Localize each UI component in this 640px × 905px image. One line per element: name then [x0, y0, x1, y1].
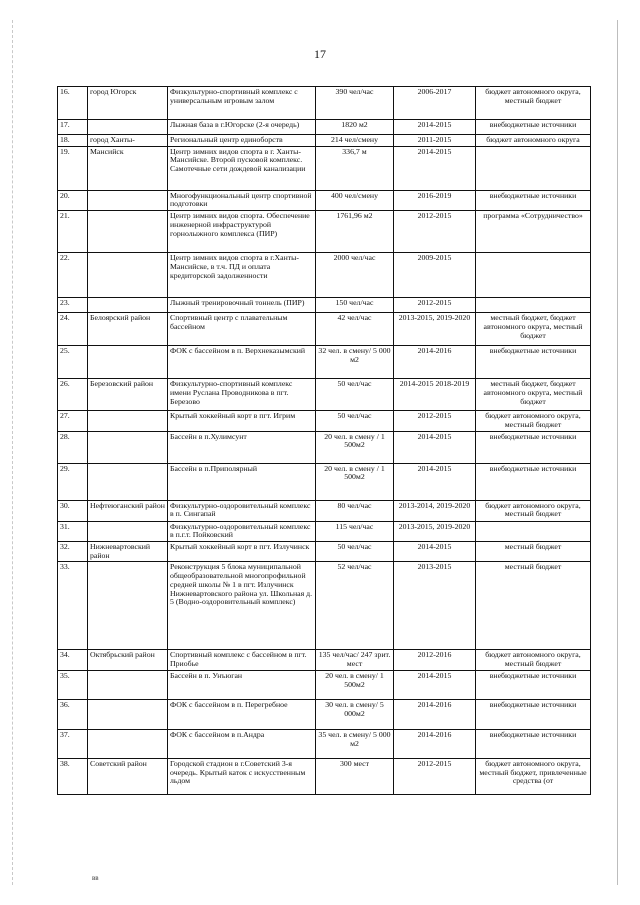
table-row — [58, 346, 591, 379]
row-period: 2012-2016 — [394, 650, 476, 670]
table-row — [58, 463, 591, 500]
row-number: 16. — [58, 87, 88, 120]
row-capacity: 1820 м2 — [316, 120, 394, 135]
row-object-name: Крытый хоккейный корт в пгт. Излучинск — [168, 542, 316, 562]
row-period: 2013-2014, 2019-2020 — [394, 500, 476, 521]
row-municipality: Советский район — [88, 758, 168, 794]
row-municipality: Нижневартовский район — [88, 542, 168, 562]
row-object-name: Центр зимних видов спорта в г. Ханты-Мансийске. Второй пусковой комплекс. Самотечные сети дождевой канализации — [168, 146, 316, 190]
row-funding-source: бюджет автономного округа, местный бюджет — [476, 411, 591, 431]
row-object-name: Бассейн в п.Приполярный — [168, 463, 316, 500]
row-municipality — [88, 411, 168, 431]
row-capacity: 35 чел. в смену/ 5 000 м2 — [316, 729, 394, 758]
row-period: 2011-2015 — [394, 135, 476, 147]
row-funding-source — [476, 521, 591, 541]
row-funding-source: местный бюджет — [476, 562, 591, 650]
footer-mark: вв — [92, 874, 99, 882]
row-funding-source: бюджет автономного округа — [476, 135, 591, 147]
table-row — [58, 313, 591, 346]
row-municipality: Белоярский район — [88, 313, 168, 346]
row-number: 28. — [58, 431, 88, 463]
row-capacity: 336,7 м — [316, 146, 394, 190]
table-row — [58, 253, 591, 298]
row-capacity: 135 чел/час/ 247 зрит. мест — [316, 650, 394, 670]
row-period: 2014-2015 — [394, 463, 476, 500]
row-object-name: ФОК с бассейном в п.Андра — [168, 729, 316, 758]
row-municipality — [88, 670, 168, 699]
row-funding-source: внебюджетные источники — [476, 120, 591, 135]
row-period: 2016-2019 — [394, 190, 476, 210]
row-number: 21. — [58, 211, 88, 253]
row-number: 30. — [58, 500, 88, 521]
row-period: 2012-2015 — [394, 211, 476, 253]
table-row — [58, 411, 591, 431]
row-funding-source: бюджет автономного округа, местный бюджет — [476, 650, 591, 670]
row-object-name: Физкультурно-оздоровительный комплекс в п.г.т. Пойковский — [168, 521, 316, 541]
row-municipality — [88, 190, 168, 210]
row-period: 2014-2015 — [394, 542, 476, 562]
row-capacity: 50 чел/час — [316, 379, 394, 411]
row-municipality — [88, 431, 168, 463]
row-capacity: 30 чел. в смену/ 5 000м2 — [316, 699, 394, 729]
row-capacity: 52 чел/час — [316, 562, 394, 650]
table-row — [58, 379, 591, 411]
page-number: 17 — [314, 47, 326, 61]
row-period: 2013-2015, 2019-2020 — [394, 313, 476, 346]
row-period: 2014-2015 — [394, 146, 476, 190]
row-object-name: Бассейн в п. Унъюган — [168, 670, 316, 699]
row-funding-source: внебюджетные источники — [476, 729, 591, 758]
row-number: 33. — [58, 562, 88, 650]
row-object-name: Многофункциональный центр спортивной подготовки — [168, 190, 316, 210]
row-number: 38. — [58, 758, 88, 794]
row-period: 2014-2016 — [394, 729, 476, 758]
row-capacity: 50 чел/час — [316, 411, 394, 431]
row-object-name: Физкультурно-спортивный комплекс с универсальным игровым залом — [168, 87, 316, 120]
row-capacity: 390 чел/час — [316, 87, 394, 120]
row-municipality — [88, 346, 168, 379]
table-row — [58, 521, 591, 541]
table-row — [58, 542, 591, 562]
table-row — [58, 729, 591, 758]
row-funding-source: местный бюджет, бюджет автономного округа, местный бюджет — [476, 313, 591, 346]
table-row — [58, 431, 591, 463]
table-row — [58, 135, 591, 147]
table-row — [58, 87, 591, 120]
table-row — [58, 500, 591, 521]
row-capacity: 50 чел/час — [316, 542, 394, 562]
scan-right-edge — [617, 20, 618, 885]
row-capacity: 214 чел/смену — [316, 135, 394, 147]
row-number: 37. — [58, 729, 88, 758]
row-funding-source — [476, 253, 591, 298]
row-object-name: Спортивный центр с плавательным бассейном — [168, 313, 316, 346]
row-number: 26. — [58, 379, 88, 411]
row-object-name: Спортивный комплекс с бассейном в пгт. Приобье — [168, 650, 316, 670]
row-funding-source: программа «Сотрудничество» — [476, 211, 591, 253]
row-funding-source: бюджет автономного округа, местный бюджет — [476, 500, 591, 521]
row-period: 2012-2015 — [394, 411, 476, 431]
row-municipality — [88, 521, 168, 541]
row-number: 19. — [58, 146, 88, 190]
row-period: 2014-2016 — [394, 346, 476, 379]
row-period: 2014-2015 — [394, 670, 476, 699]
row-object-name: Реконструкция 5 блока муниципальной общеобразовательной многопрофильной средней школы № 1 в пгт. Излучинск Нижневартовского района ул. Школьная д. 5 (Водно-оздоровительный комплекс) — [168, 562, 316, 650]
row-capacity: 150 чел/час — [316, 298, 394, 313]
row-number: 31. — [58, 521, 88, 541]
row-capacity: 20 чел. в смену/ 1 500м2 — [316, 670, 394, 699]
row-period: 2012-2015 — [394, 298, 476, 313]
row-funding-source: бюджет автономного округа, местный бюджет — [476, 87, 591, 120]
row-number: 34. — [58, 650, 88, 670]
scan-left-edge — [12, 20, 13, 885]
row-capacity: 2000 чел/час — [316, 253, 394, 298]
row-capacity: 300 мест — [316, 758, 394, 794]
row-funding-source: местный бюджет — [476, 542, 591, 562]
table-row — [58, 699, 591, 729]
row-object-name: Лыжная база в г.Югорске (2-я очередь) — [168, 120, 316, 135]
row-municipality — [88, 463, 168, 500]
table-row — [58, 146, 591, 190]
table-row — [58, 650, 591, 670]
row-number: 24. — [58, 313, 88, 346]
row-period: 2014-2016 — [394, 699, 476, 729]
row-capacity: 1761,96 м2 — [316, 211, 394, 253]
row-object-name: Городской стадион в г.Советский 3-я очередь. Крытый каток с искусственным льдом — [168, 758, 316, 794]
row-municipality — [88, 562, 168, 650]
row-number: 27. — [58, 411, 88, 431]
row-municipality — [88, 120, 168, 135]
row-municipality: город Ханты- — [88, 135, 168, 147]
row-number: 20. — [58, 190, 88, 210]
row-funding-source: местный бюджет, бюджет автономного округа, местный бюджет — [476, 379, 591, 411]
row-funding-source: внебюджетные источники — [476, 431, 591, 463]
row-municipality — [88, 253, 168, 298]
table-row — [58, 670, 591, 699]
table-row — [58, 562, 591, 650]
row-capacity: 42 чел/час — [316, 313, 394, 346]
row-capacity: 20 чел. в смену / 1 500м2 — [316, 463, 394, 500]
row-funding-source: внебюджетные источники — [476, 699, 591, 729]
row-number: 36. — [58, 699, 88, 729]
table-row — [58, 190, 591, 210]
row-municipality — [88, 729, 168, 758]
row-number: 17. — [58, 120, 88, 135]
row-period: 2014-2015 2018-2019 — [394, 379, 476, 411]
row-funding-source — [476, 298, 591, 313]
table-row — [58, 758, 591, 794]
row-capacity: 400 чел/смену — [316, 190, 394, 210]
row-period: 2013-2015, 2019-2020 — [394, 521, 476, 541]
row-municipality: Нефтеюганский район — [88, 500, 168, 521]
row-period: 2006-2017 — [394, 87, 476, 120]
row-period: 2014-2015 — [394, 431, 476, 463]
row-object-name: Физкультурно-спортивный комплекс имени Руслана Проводникова в пгт. Березово — [168, 379, 316, 411]
row-municipality — [88, 298, 168, 313]
row-period: 2009-2015 — [394, 253, 476, 298]
row-number: 32. — [58, 542, 88, 562]
row-municipality: Березовский район — [88, 379, 168, 411]
row-object-name: Центр зимних видов спорта. Обеспечение инженерной инфраструктурой горнолыжного комплекса (ПИР) — [168, 211, 316, 253]
row-number: 29. — [58, 463, 88, 500]
row-municipality: Октябрьский район — [88, 650, 168, 670]
row-municipality: Мансийск — [88, 146, 168, 190]
row-object-name: Центр зимних видов спорта в г.Ханты-Мансийске, в т.ч. ПД и оплата кредиторской задолженности — [168, 253, 316, 298]
row-number: 18. — [58, 135, 88, 147]
table-row — [58, 298, 591, 313]
row-object-name: Крытый хоккейный корт в пгт. Игрим — [168, 411, 316, 431]
row-number: 25. — [58, 346, 88, 379]
row-object-name: ФОК с бассейном в п. Верхнеказымский — [168, 346, 316, 379]
row-period: 2014-2015 — [394, 120, 476, 135]
row-municipality: город Югорск — [88, 87, 168, 120]
row-funding-source: внебюджетные источники — [476, 463, 591, 500]
row-period: 2012-2015 — [394, 758, 476, 794]
row-period: 2013-2015 — [394, 562, 476, 650]
row-capacity: 32 чел. в смену/ 5 000 м2 — [316, 346, 394, 379]
row-funding-source: внебюджетные источники — [476, 190, 591, 210]
row-number: 35. — [58, 670, 88, 699]
row-object-name: ФОК с бассейном в п. Перегребное — [168, 699, 316, 729]
row-capacity: 115 чел/час — [316, 521, 394, 541]
row-object-name: Бассейн в п.Хулимсунт — [168, 431, 316, 463]
row-funding-source: бюджет автономного округа, местный бюджет, привлеченные средства (от — [476, 758, 591, 794]
row-capacity: 80 чел/час — [316, 500, 394, 521]
row-object-name: Лыжный тренировочный тоннель (ПИР) — [168, 298, 316, 313]
row-number: 22. — [58, 253, 88, 298]
row-funding-source: внебюджетные источники — [476, 670, 591, 699]
row-object-name: Региональный центр единоборств — [168, 135, 316, 147]
row-funding-source: внебюджетные источники — [476, 346, 591, 379]
sports-facilities-table — [57, 86, 591, 795]
row-funding-source — [476, 146, 591, 190]
row-municipality — [88, 699, 168, 729]
row-object-name: Физкультурно-оздоровительный комплекс в п. Сингапай — [168, 500, 316, 521]
row-capacity: 20 чел. в смену / 1 500м2 — [316, 431, 394, 463]
table-row — [58, 211, 591, 253]
row-municipality — [88, 211, 168, 253]
table-row — [58, 120, 591, 135]
row-number: 23. — [58, 298, 88, 313]
